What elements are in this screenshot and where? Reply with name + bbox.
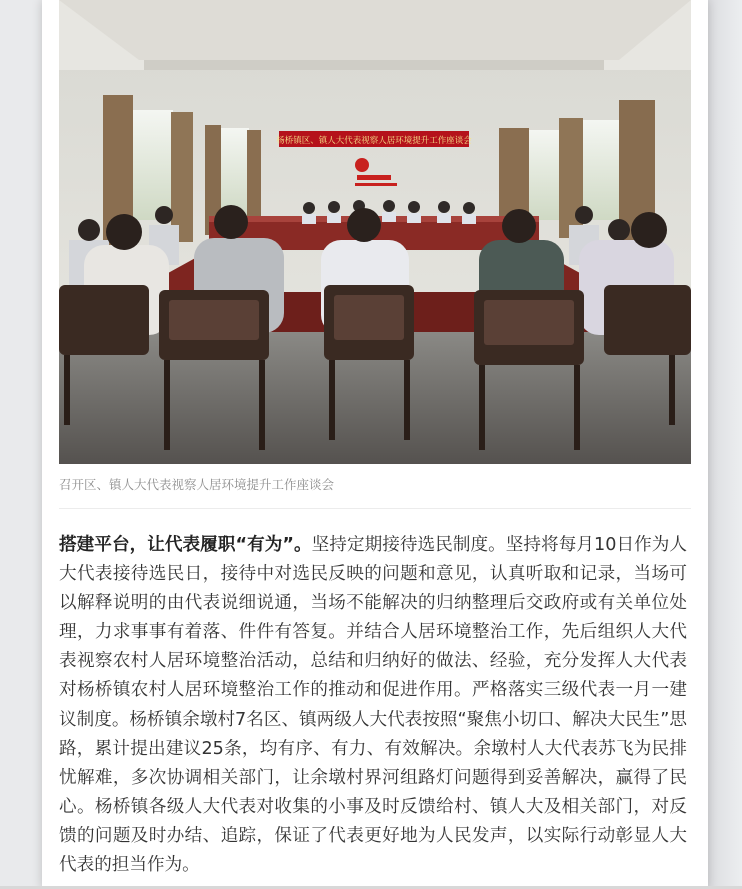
article-paragraph: [59, 531, 687, 880]
banner-text: 杨桥镇区、镇人大代表视察人居环境提升工作座谈会: [276, 136, 472, 146]
photo-caption: 召开区、镇人大代表视察人居环境提升工作座谈会: [59, 477, 335, 492]
paragraph-lead: 搭建平台，让代表履职“有为”。: [59, 535, 312, 555]
meeting-photo: [59, 0, 691, 464]
paragraph-body: 坚持定期接待选民制度。坚持将每月10日作为人大代表接待选民日，接待中对选民反映的问题和意见，认真听取和记录，当场可以解释说明的由代表说细说通，当场不能解决的归纳整理后交政府或有关单位处理，力求事事有着落、件件有答复。并结合人居环境整治工作，先后组织人大代表视察农村人居环境整治活动，总结和归纳好的做法、经验，充分发挥人大代表对杨桥镇农村人居环境整治工作的推动和促进作用。严格落实三级代表一月一建议制度。杨桥镇余墩村7名区、镇两级人大代表按照“聚焦小切口、解决大民生”思路，累计提出建议25条，均有序、有力、有效解决。余墩村人大代表苏飞为民排忧解难，多次协调相关部门，让余墩村界河组路灯问题得到妥善解决，赢得了民心。杨桥镇各级人大代表对收集的小事及时反馈给村、镇人大及相关部门，对反馈的问题及时办结、追踪，保证了代表更好地为人民发声，以实际行动彰显人大代表的担当作为。: [59, 535, 687, 876]
article-page: [42, 0, 708, 889]
right-margin: [708, 0, 742, 889]
divider: [59, 508, 691, 509]
